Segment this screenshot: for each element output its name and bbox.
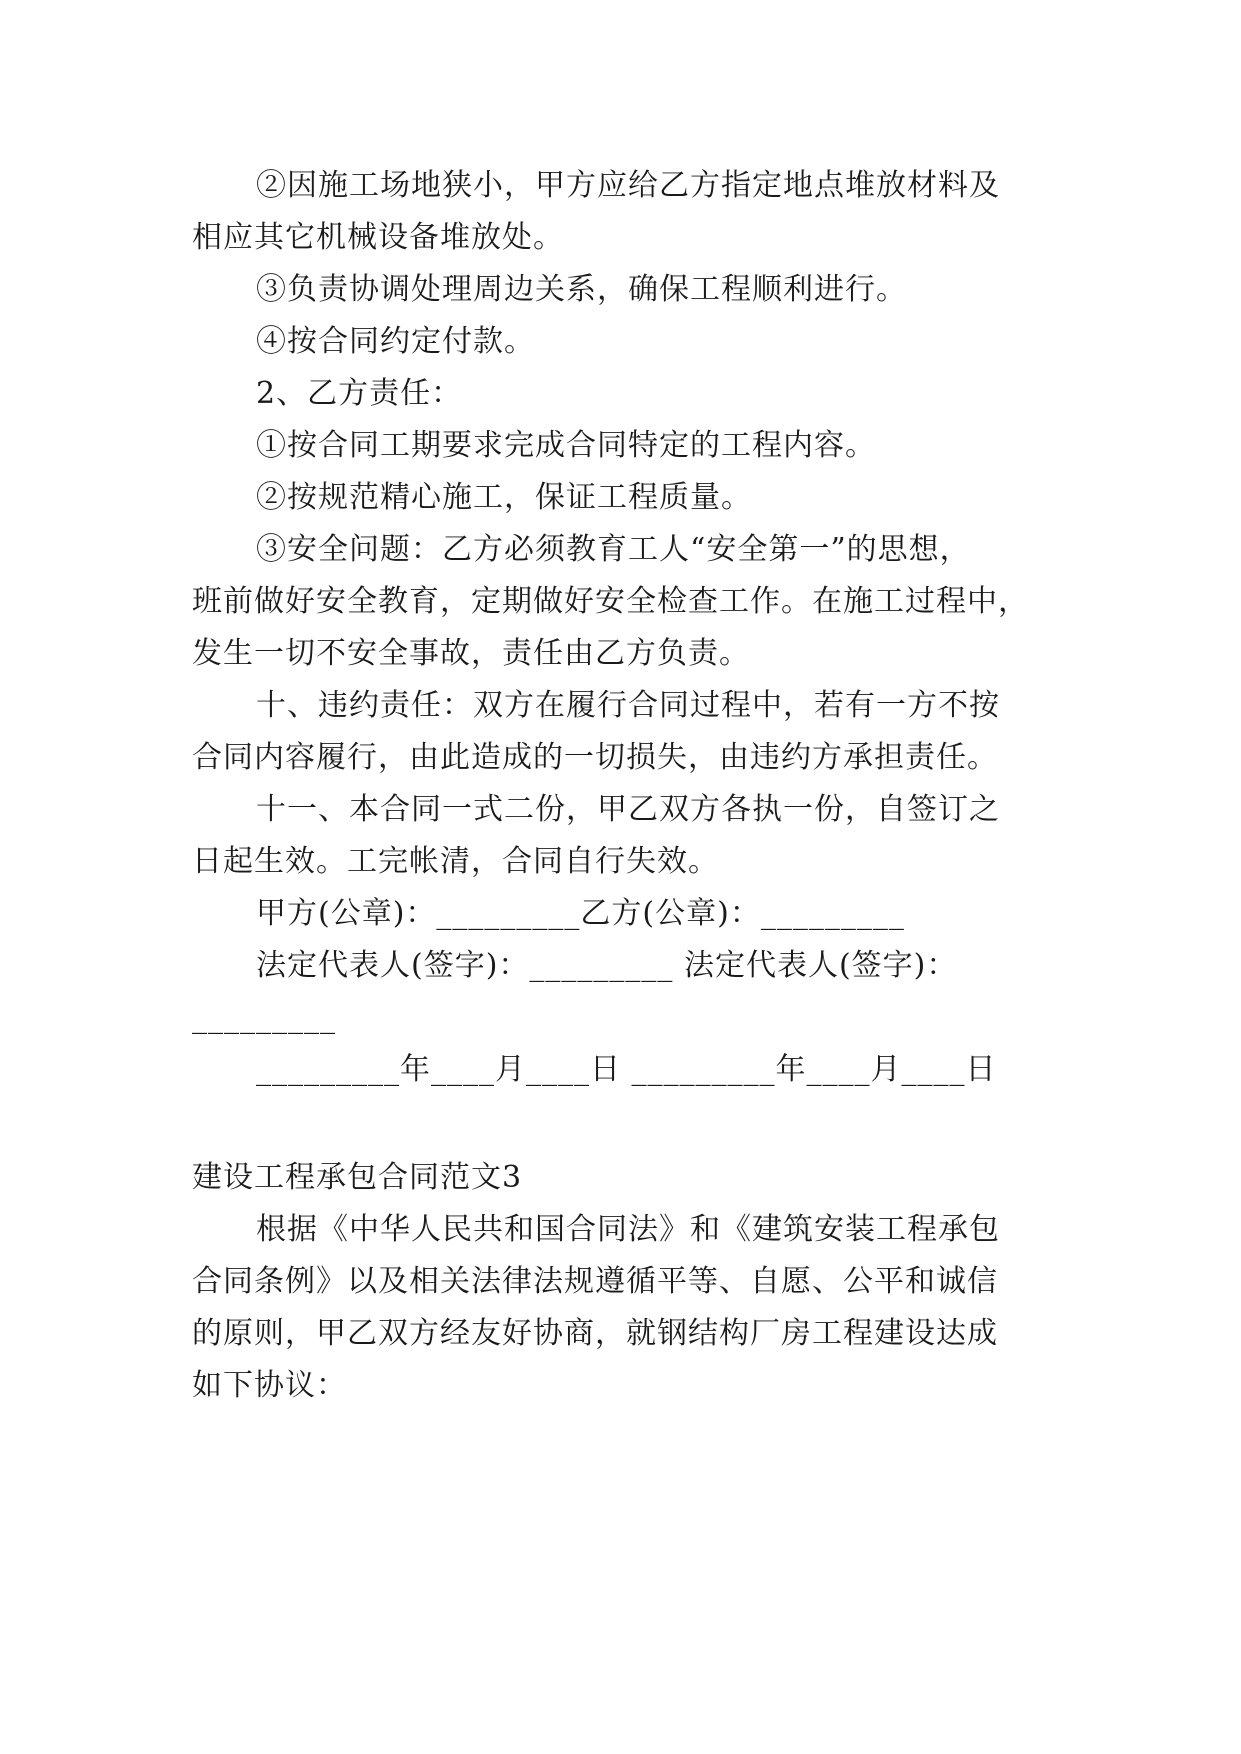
signature-blank: _________ bbox=[192, 1000, 336, 1035]
paragraph-line: 相应其它机械设备堆放处。 bbox=[192, 220, 564, 255]
paragraph-line: ②按规范精心施工，保证工程质量。 bbox=[256, 480, 752, 515]
paragraph-line: 日起生效。工完帐清，合同自行失效。 bbox=[192, 844, 719, 879]
paragraph-line: ①按合同工期要求完成合同特定的工程内容。 bbox=[256, 428, 876, 463]
signature-line-party: 甲方(公章)：_________乙方(公章)：_________ bbox=[256, 896, 905, 931]
paragraph-line: 如下协议： bbox=[192, 1368, 347, 1403]
paragraph-line: 2、乙方责任： bbox=[256, 376, 463, 411]
paragraph-line: 班前做好安全教育，定期做好安全检查工作。在施工过程中， bbox=[192, 584, 1029, 619]
date-line: _________年____月____日 _________年____月____日 bbox=[256, 1052, 997, 1087]
paragraph-line: 发生一切不安全事故，责任由乙方负责。 bbox=[192, 636, 750, 671]
paragraph-line: ②因施工场地狭小，甲方应给乙方指定地点堆放材料及 bbox=[256, 168, 1000, 203]
paragraph-line: 的原则，甲乙双方经友好协商，就钢结构厂房工程建设达成 bbox=[192, 1316, 998, 1351]
paragraph-line: 合同内容履行，由此造成的一切损失，由违约方承担责任。 bbox=[192, 740, 998, 775]
signature-line-representative: 法定代表人(签字)：_________ 法定代表人(签字)： bbox=[256, 948, 958, 983]
paragraph-line: 根据《中华人民共和国合同法》和《建筑安装工程承包 bbox=[256, 1212, 1000, 1247]
paragraph-line: ③安全问题：乙方必须教育工人“安全第一”的思想， bbox=[256, 532, 971, 567]
paragraph-line: 十、违约责任：双方在履行合同过程中，若有一方不按 bbox=[256, 688, 1000, 723]
paragraph-line: ③负责协调处理周边关系，确保工程顺利进行。 bbox=[256, 272, 907, 307]
paragraph-line: 十一、本合同一式二份，甲乙双方各执一份，自签订之 bbox=[256, 792, 1000, 827]
paragraph-line: ④按合同约定付款。 bbox=[256, 324, 535, 359]
section-heading: 建设工程承包合同范文3 bbox=[192, 1160, 523, 1195]
paragraph-line: 合同条例》以及相关法律法规遵循平等、自愿、公平和诚信 bbox=[192, 1264, 998, 1299]
